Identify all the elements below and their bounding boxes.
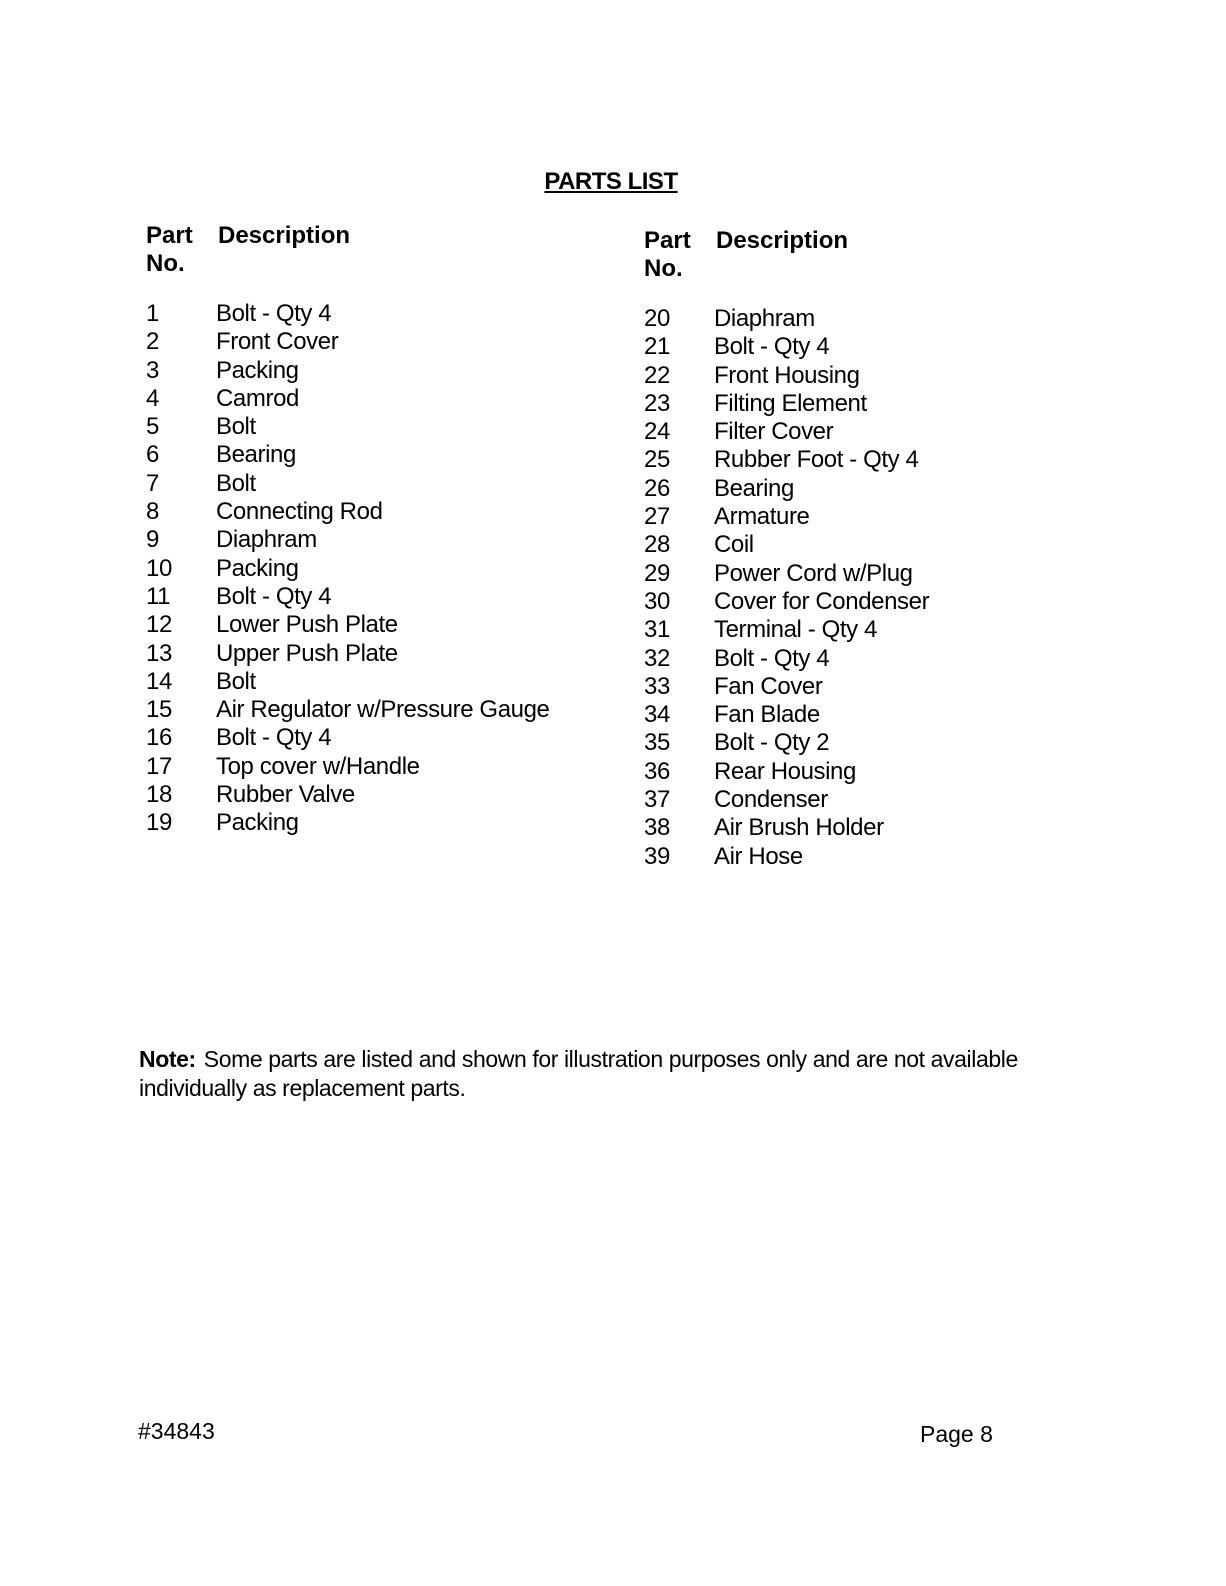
part-description: Front Cover — [216, 328, 339, 356]
parts-row — [644, 390, 1104, 418]
item-number: #34843 — [138, 1418, 215, 1444]
part-number: 36 — [644, 757, 670, 785]
header-no-label: No. — [644, 255, 683, 282]
parts-row — [644, 362, 1104, 390]
part-number: 38 — [644, 814, 670, 842]
parts-row — [146, 809, 606, 837]
part-description: Packing — [216, 554, 299, 582]
part-description: Top cover w/Handle — [216, 752, 420, 780]
parts-row — [644, 531, 1104, 559]
part-number: 1 — [146, 300, 159, 327]
parts-row — [644, 616, 1104, 644]
part-number: 29 — [644, 559, 670, 587]
part-number: 5 — [146, 413, 159, 441]
part-number: 21 — [644, 333, 670, 361]
parts-row — [146, 668, 606, 696]
part-number: 26 — [644, 474, 670, 502]
part-number: 4 — [146, 384, 159, 412]
part-number: 13 — [146, 639, 172, 667]
header-part-label: Part — [644, 227, 691, 254]
parts-row — [146, 357, 606, 385]
parts-row — [146, 526, 606, 554]
part-description: Bolt — [216, 469, 256, 497]
header-part-no — [146, 222, 218, 300]
part-number: 37 — [644, 786, 670, 814]
part-description: Connecting Rod — [216, 498, 383, 526]
part-description: Air Regulator w/Pressure Gauge — [216, 696, 550, 724]
part-number: 28 — [644, 531, 670, 559]
table-header — [644, 227, 1104, 305]
parts-row — [146, 300, 606, 328]
part-number: 10 — [146, 554, 172, 582]
parts-row — [644, 645, 1104, 673]
header-no-label: No. — [146, 250, 185, 277]
part-number: 15 — [146, 696, 172, 724]
part-number: 16 — [146, 724, 172, 752]
part-description: Fan Blade — [714, 701, 820, 729]
parts-row — [644, 701, 1104, 729]
header-part-no — [644, 227, 716, 305]
parts-table-right — [644, 227, 1104, 871]
part-description: Diaphram — [714, 305, 815, 332]
part-description: Air Brush Holder — [714, 814, 884, 842]
part-number: 30 — [644, 587, 670, 615]
parts-row — [644, 503, 1104, 531]
part-description: Power Cord w/Plug — [714, 559, 913, 587]
parts-row — [146, 781, 606, 809]
part-number: 18 — [146, 781, 172, 809]
part-description: Bolt - Qty 4 — [216, 724, 332, 752]
part-description: Rubber Foot - Qty 4 — [714, 446, 919, 474]
parts-row — [644, 786, 1104, 814]
part-description: Packing — [216, 809, 299, 837]
header-description: Description — [716, 227, 849, 254]
page-title: PARTS LIST — [544, 168, 678, 195]
part-description: Bearing — [216, 441, 296, 469]
parts-row — [644, 814, 1104, 842]
part-number: 7 — [146, 469, 159, 497]
parts-row — [644, 758, 1104, 786]
part-description: Front Housing — [714, 361, 860, 389]
part-description: Fan Cover — [714, 672, 823, 700]
part-description: Condenser — [714, 786, 828, 814]
parts-row — [146, 498, 606, 526]
parts-row — [644, 843, 1104, 871]
parts-row — [146, 441, 606, 469]
part-number: 32 — [644, 644, 670, 672]
part-number: 11 — [146, 582, 171, 610]
part-number: 17 — [146, 752, 172, 780]
part-number: 35 — [644, 729, 670, 757]
part-number: 6 — [146, 441, 159, 469]
parts-row — [644, 588, 1104, 616]
part-description: Upper Push Plate — [216, 639, 398, 667]
header-part-label: Part — [146, 222, 193, 249]
part-description: Bearing — [714, 474, 794, 502]
note-text: Some parts are listed and shown for illustration purposes only and are not available individually as replacement parts. — [139, 1046, 1018, 1101]
part-description: Bolt - Qty 4 — [216, 582, 332, 610]
parts-row — [644, 305, 1104, 333]
part-description: Diaphram — [216, 526, 317, 554]
note-label: Note: — [139, 1046, 196, 1072]
part-description: Lower Push Plate — [216, 611, 398, 639]
part-number: 24 — [644, 418, 670, 446]
parts-row — [146, 753, 606, 781]
parts-row — [644, 333, 1104, 361]
parts-row — [146, 555, 606, 583]
part-number: 14 — [146, 667, 172, 695]
part-description: Bolt - Qty 4 — [714, 333, 830, 361]
table-header — [146, 222, 606, 300]
part-number: 33 — [644, 672, 670, 700]
parts-row — [146, 640, 606, 668]
part-description: Packing — [216, 356, 299, 384]
part-description: Bolt - Qty 4 — [714, 644, 830, 672]
part-number: 19 — [146, 809, 172, 837]
parts-row — [644, 560, 1104, 588]
part-number: 25 — [644, 446, 670, 474]
part-number: 9 — [146, 526, 159, 554]
part-description: Air Hose — [714, 842, 803, 870]
part-description: Bolt — [216, 413, 256, 441]
part-description: Terminal - Qty 4 — [714, 616, 877, 644]
part-number: 12 — [146, 611, 172, 639]
page-number: Page 8 — [920, 1421, 993, 1447]
note — [139, 1045, 1079, 1103]
part-number: 20 — [644, 305, 670, 332]
parts-row — [644, 673, 1104, 701]
part-number: 39 — [644, 842, 670, 870]
parts-row — [146, 611, 606, 639]
parts-row — [146, 413, 606, 441]
parts-row — [146, 696, 606, 724]
part-number: 8 — [146, 498, 159, 526]
parts-list-left — [146, 300, 606, 838]
part-description: Armature — [714, 503, 810, 531]
part-description: Filting Element — [714, 389, 867, 417]
part-description: Rubber Valve — [216, 781, 355, 809]
part-description: Camrod — [216, 384, 299, 412]
part-description: Filter Cover — [714, 418, 834, 446]
parts-row — [146, 724, 606, 752]
parts-row — [146, 470, 606, 498]
part-number: 27 — [644, 503, 670, 531]
parts-row — [146, 385, 606, 413]
parts-row — [644, 418, 1104, 446]
part-description: Bolt - Qty 4 — [216, 300, 332, 327]
part-number: 34 — [644, 701, 670, 729]
parts-list-right — [644, 305, 1104, 871]
part-description: Cover for Condenser — [714, 587, 930, 615]
parts-row — [644, 475, 1104, 503]
part-number: 31 — [644, 616, 670, 644]
parts-table-left — [146, 222, 606, 838]
part-description: Rear Housing — [714, 757, 856, 785]
part-description: Coil — [714, 531, 754, 559]
part-number: 2 — [146, 328, 159, 356]
parts-row — [146, 328, 606, 356]
header-description: Description — [218, 222, 351, 249]
part-description: Bolt - Qty 2 — [714, 729, 830, 757]
parts-row — [644, 446, 1104, 474]
part-number: 3 — [146, 356, 159, 384]
part-number: 22 — [644, 361, 670, 389]
parts-row — [146, 583, 606, 611]
part-number: 23 — [644, 389, 670, 417]
parts-row — [644, 729, 1104, 757]
part-description: Bolt — [216, 667, 256, 695]
